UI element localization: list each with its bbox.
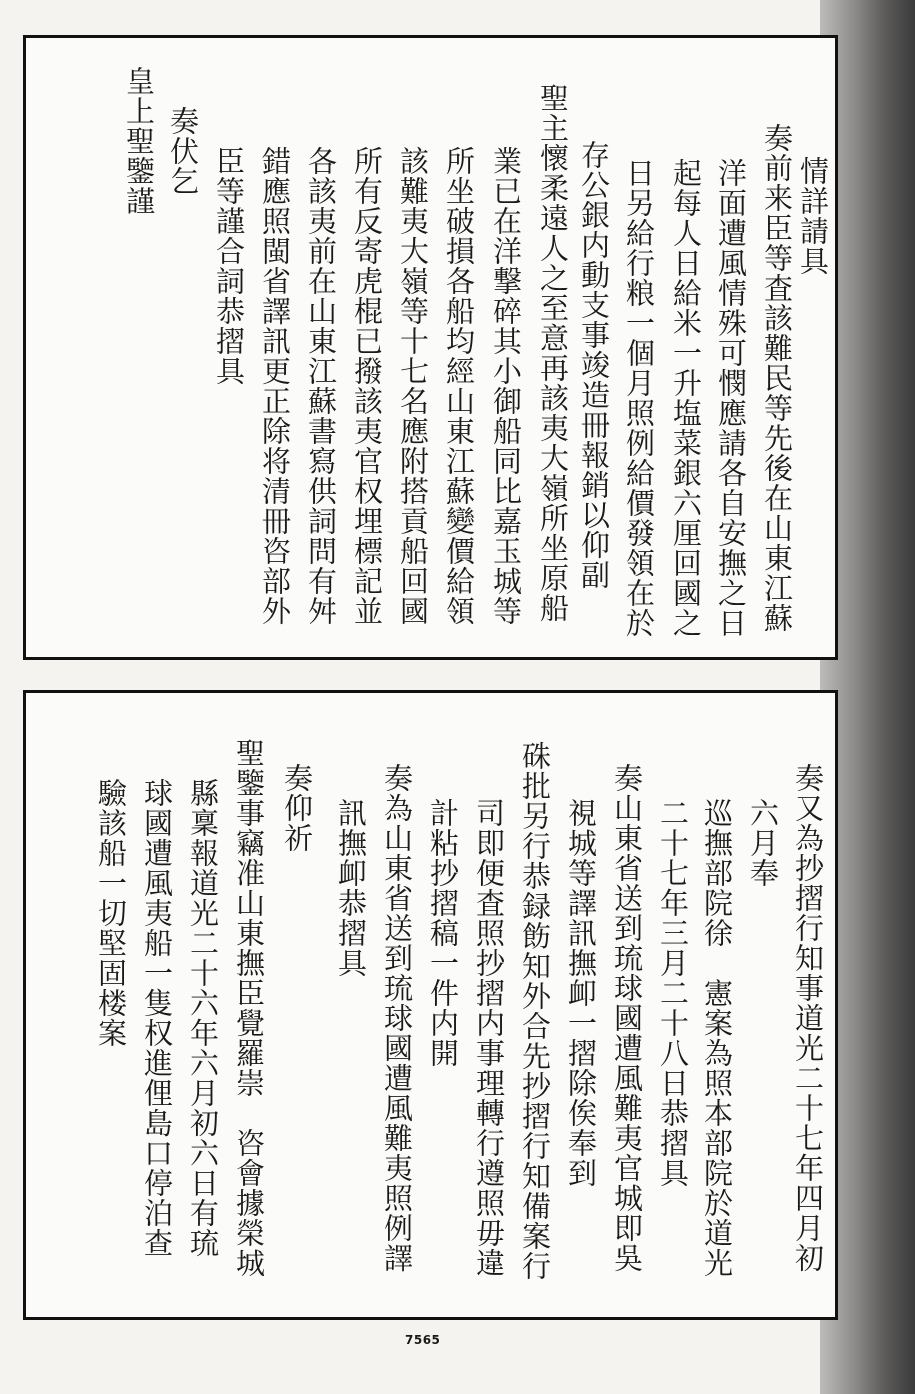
top-column-9: 所坐破損各船均經山東江蘇變價給領 xyxy=(442,146,476,626)
bottom-column-15: 球國遭風夷船一隻权進俚島口停泊查 xyxy=(140,778,174,1258)
top-column-1: 情詳請具 xyxy=(796,156,830,276)
bottom-column-8: 司即便査照抄摺内事理轉行遵照毋違 xyxy=(472,798,506,1278)
top-column-14: 臣等謹合詞恭摺具 xyxy=(212,146,246,386)
bottom-column-1: 奏又為抄摺行知事道光二十七年四月初 xyxy=(791,763,825,1273)
bottom-column-4: 二十七年三月二十八日恭摺具 xyxy=(656,798,690,1188)
top-column-5: 日另給行粮一個月照例給價發領在於 xyxy=(622,158,656,638)
top-text-panel xyxy=(23,35,838,660)
bottom-column-12: 奏仰祈 xyxy=(280,763,314,853)
top-column-12: 各該夷前在山東江蘇書寫供詞問有舛 xyxy=(304,146,338,626)
top-column-6: 存公銀内動支事竣造冊報銷以仰副 xyxy=(577,140,611,590)
bottom-column-3: 巡撫部院徐 憲案為照本部院於道光 xyxy=(700,798,734,1278)
top-column-7: 聖主懷柔遠人之至意再該夷大嶺所坐原船 xyxy=(536,83,570,623)
top-column-10: 該難夷大嶺等十七名應附搭貢船回國 xyxy=(396,146,430,626)
bottom-column-14: 縣稟報道光二十六年六月初六日有琉 xyxy=(186,778,220,1258)
bottom-column-6: 視城等譯訊撫卹一摺除俟奉到 xyxy=(564,798,598,1188)
top-column-15: 奏伏乞 xyxy=(166,106,200,196)
page-number: 7565 xyxy=(405,1333,441,1347)
top-column-11: 所有反寄虎棍已撥該夷官权埋標記並 xyxy=(350,146,384,626)
top-column-8: 業已在洋撃碎其小御船同比嘉玉城等 xyxy=(489,146,523,626)
bottom-column-16: 驗該船一切堅固楼案 xyxy=(94,778,128,1048)
top-column-3: 洋面遭風情殊可憫應請各自安撫之日 xyxy=(714,158,748,638)
top-column-2: 奏前来臣等査該難民等先後在山東江蘇 xyxy=(760,123,794,633)
bottom-column-2: 六月奉 xyxy=(746,798,780,888)
top-column-16: 皇上聖鑒謹 xyxy=(122,66,156,216)
bottom-text-panel xyxy=(23,690,838,1320)
bottom-column-10: 奏為山東省送到琉球國遭風難夷照例譯 xyxy=(380,763,414,1273)
bottom-column-11: 訊撫卹恭摺具 xyxy=(334,798,368,978)
bottom-column-9: 計粘抄摺稿一件内開 xyxy=(426,798,460,1068)
bottom-column-5: 奏山東省送到琉球國遭風難夷官城即吳 xyxy=(610,763,644,1273)
bottom-column-7: 硃批另行恭録飭知外合先抄摺行知備案行 xyxy=(518,741,552,1281)
bottom-column-13: 聖鑒事竊准山東撫臣覺羅崇 咨會據榮城 xyxy=(232,738,266,1278)
top-column-13: 錯應照閩省譯訊更正除将清冊咨部外 xyxy=(258,146,292,626)
top-column-4: 起每人日給米一升塩菜銀六厘回國之 xyxy=(669,158,703,638)
